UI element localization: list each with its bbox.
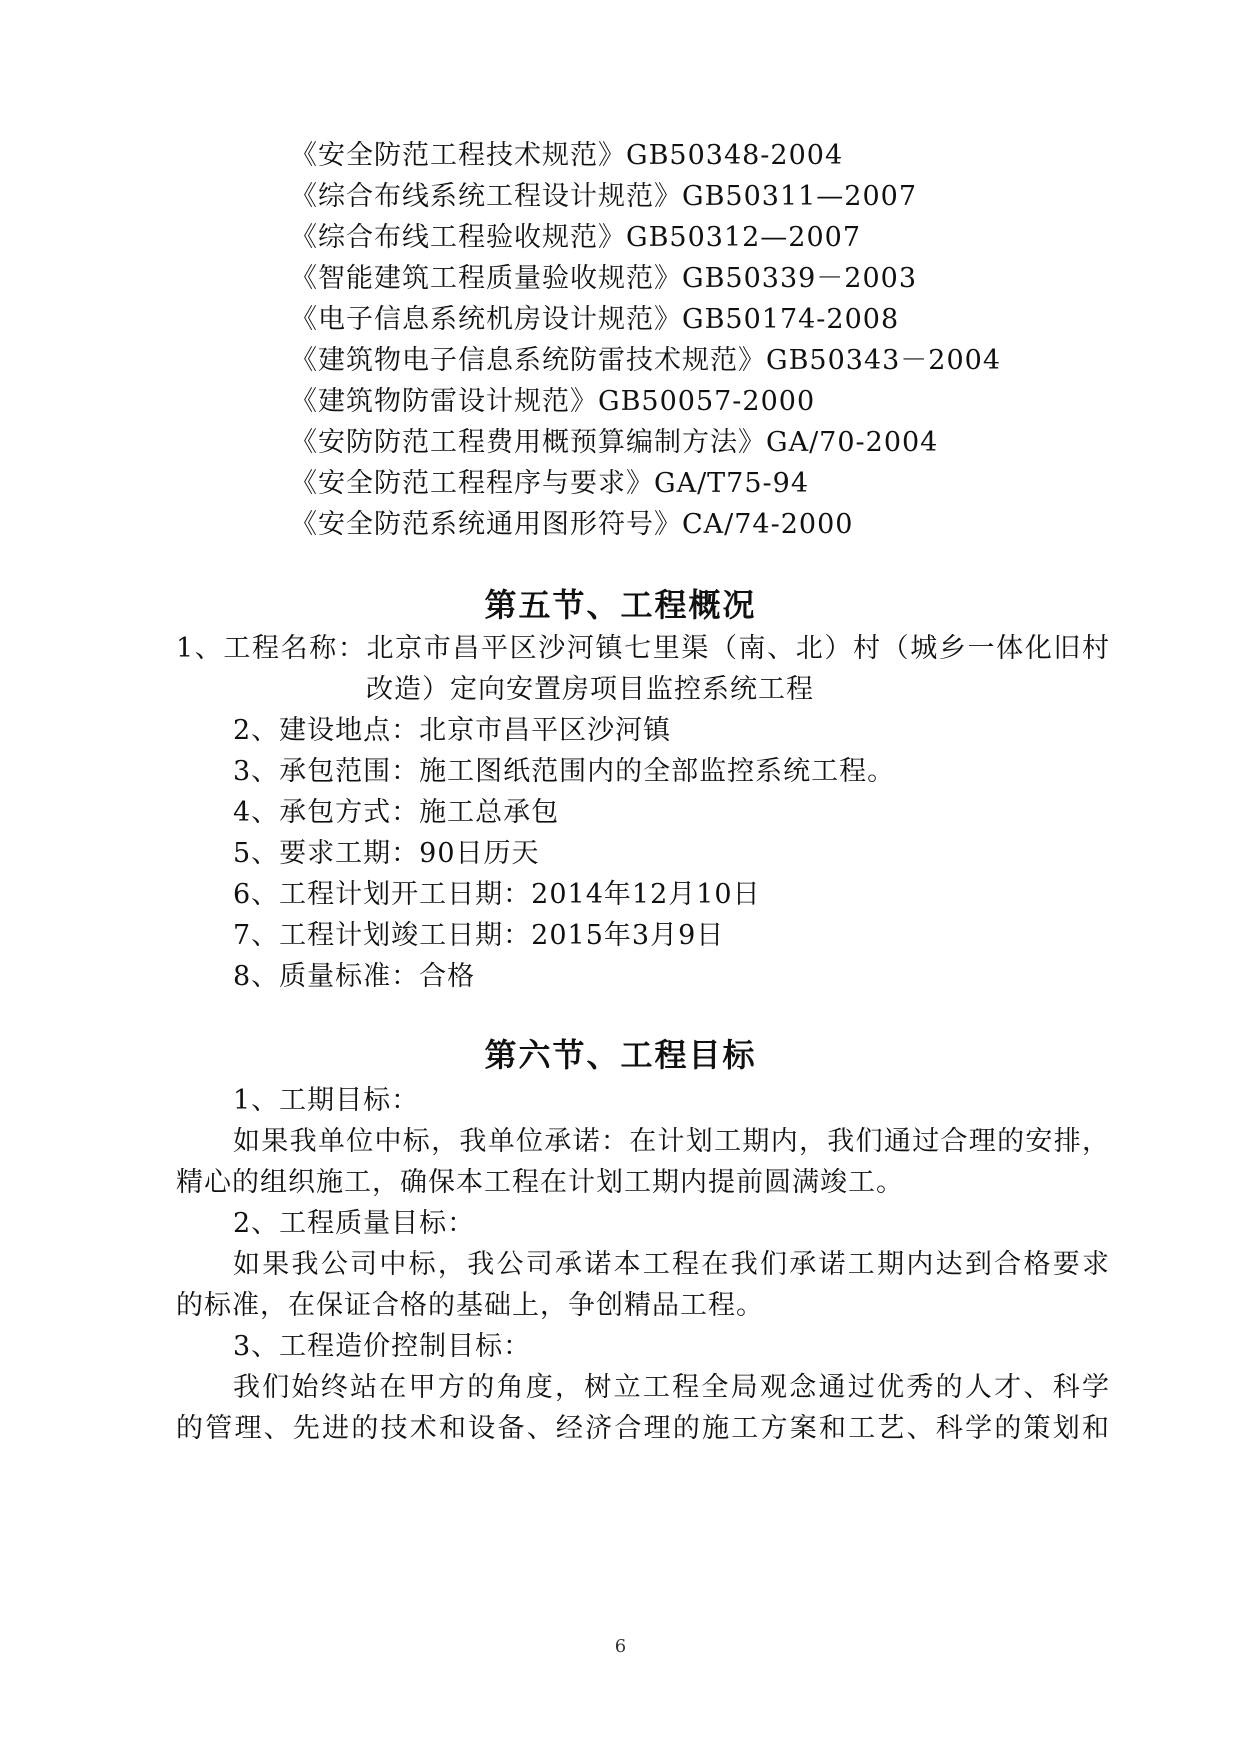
paragraph-line: 的管理、先进的技术和设备、经济合理的施工方案和工艺、科学的策划和 [176,1413,1110,1444]
standard-item: 《建筑物电子信息系统防雷技术规范》GB50343－2004 [290,345,1002,376]
paragraph-line: 我们始终站在甲方的角度，树立工程全局观念通过优秀的人才、科学 [233,1372,1110,1403]
overview-item-continuation: 改造）定向安置房项目监控系统工程 [366,674,814,705]
standard-item: 《安全防范工程程序与要求》GA/T75-94 [290,468,810,499]
goal-label: 1、工期目标： [233,1085,420,1116]
section-heading: 第五节、工程概况 [484,586,757,624]
standard-item: 《综合布线系统工程设计规范》GB50311—2007 [290,181,918,212]
paragraph-line: 如果我单位中标，我单位承诺：在计划工期内，我们通过合理的安排， [233,1126,1110,1157]
standard-item: 《电子信息系统机房设计规范》GB50174-2008 [290,304,900,335]
standard-item: 《智能建筑工程质量验收规范》GB50339－2003 [290,263,918,294]
standard-item: 《安全防范系统通用图形符号》CA/74-2000 [290,509,854,540]
standard-item: 《建筑物防雷设计规范》GB50057-2000 [290,386,816,417]
overview-item: 1、工程名称：北京市昌平区沙河镇七里渠（南、北）村（城乡一体化旧村 [176,633,1110,664]
overview-item: 2、建设地点：北京市昌平区沙河镇 [233,715,672,746]
overview-item: 3、承包范围：施工图纸范围内的全部监控系统工程。 [233,756,896,787]
goal-label: 2、工程质量目标： [233,1208,476,1239]
paragraph-line: 如果我公司中标，我公司承诺本工程在我们承诺工期内达到合格要求 [233,1249,1110,1280]
page-number: 6 [614,1636,627,1657]
overview-item: 7、工程计划竣工日期：2015年3月9日 [233,920,725,951]
overview-item: 8、质量标准：合格 [233,961,476,992]
overview-item: 4、承包方式：施工总承包 [233,797,560,828]
standard-item: 《综合布线工程验收规范》GB50312—2007 [290,222,862,253]
standard-item: 《安防防范工程费用概预算编制方法》GA/70-2004 [290,427,939,458]
overview-item: 5、要求工期：90日历天 [233,838,540,869]
standard-item: 《安全防范工程技术规范》GB50348-2004 [290,140,844,171]
paragraph-line: 精心的组织施工，确保本工程在计划工期内提前圆满竣工。 [176,1167,904,1198]
overview-item: 6、工程计划开工日期：2014年12月10日 [233,879,761,910]
goal-label: 3、工程造价控制目标： [233,1331,532,1362]
section-heading: 第六节、工程目标 [484,1036,757,1074]
paragraph-line: 的标准，在保证合格的基础上，争创精品工程。 [176,1290,764,1321]
